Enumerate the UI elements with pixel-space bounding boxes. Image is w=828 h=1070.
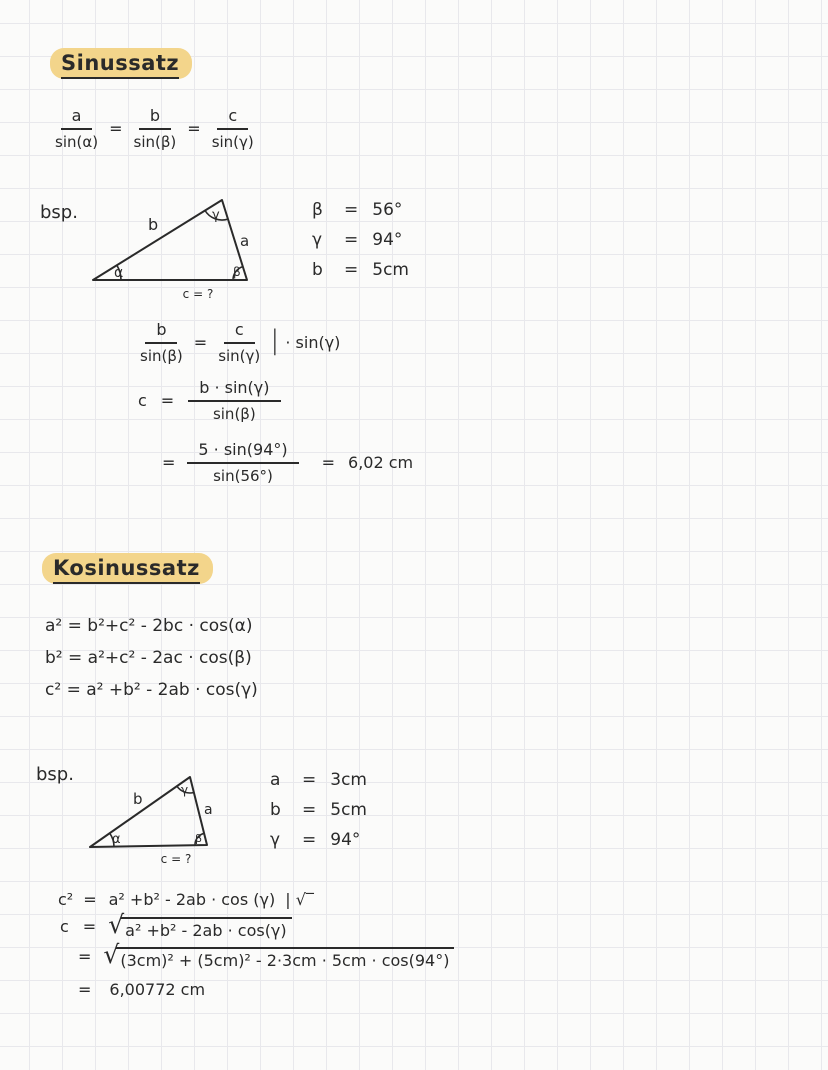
operation-pipe: | [270,325,280,356]
sine-rule-formula [55,106,254,151]
equals-sign: = [344,260,359,280]
sine-given-values [312,200,409,290]
sine-triangle-diagram [80,190,275,306]
equals-sign: = [302,830,317,850]
given-symbol: β [312,200,323,220]
radicand: a² +b² - 2ab · cos(γ) [121,917,292,940]
cosine-rule-formulas [45,610,258,706]
sine-step-2 [138,378,281,423]
sinussatz-title [50,48,192,79]
equals-sign: = [187,119,201,138]
fraction-c-sin-gamma [218,320,260,365]
given-value: 3cm [330,770,367,790]
cosine-formula-c: c² = a² +b² - 2ab · cos(γ) [45,680,258,700]
triangle-outline [90,777,207,847]
denominator: sin(γ) [211,133,254,151]
cosine-formula-a: a² = b²+c² - 2bc · cos(α) [45,616,253,636]
sine-step-1 [140,320,340,365]
rhs-expression: a² +b² - 2ab · cos (γ) [108,890,276,909]
given-symbol: b [270,800,281,820]
numerator: 5 · sin(94°) [187,440,298,464]
given-symbol: a [270,770,281,790]
equals-sign: = [344,200,359,220]
fraction-b-sin-beta [140,320,183,365]
cosine-step-2 [60,910,292,942]
sqrt-sign: √ [108,910,125,939]
given-value: 94° [372,230,403,250]
equals-sign: = [78,980,92,999]
given-value: 94° [330,830,361,850]
radicand: (3cm)² + (5cm)² - 2·3cm · 5cm · cos(94°) [116,947,454,970]
side-a-label: a [204,802,213,818]
denominator: sin(56°) [213,467,273,485]
side-c-label: c = ? [182,287,214,301]
numerator: b · sin(γ) [188,378,280,402]
denominator: sin(β) [212,405,256,423]
beta-label: β [195,832,203,845]
equals-sign: = [160,391,175,410]
sqrt-sign: √ [103,940,120,969]
given-symbol: b [312,260,323,280]
equals-sign: = [78,947,92,966]
side-c-label: c = ? [160,852,192,866]
equals-sign: = [162,453,176,472]
given-value: 5cm [330,800,367,820]
sine-result-value: 6,02 cm [348,453,414,472]
denominator: sin(γ) [218,347,261,365]
given-value: 56° [372,200,403,220]
fraction-c-sin-gamma [212,106,254,151]
numerator: a [61,106,93,130]
lhs: c² [58,890,74,909]
example-label-sine: bsp. [40,202,78,223]
equals-sign: = [302,800,317,820]
example-label-cosine: bsp. [36,764,74,785]
cosine-step-1 [58,890,314,909]
given-row [270,800,367,830]
numerator: c [224,320,255,344]
fraction-result [188,378,280,423]
given-row [270,770,367,800]
given-value: 5cm [372,260,409,280]
gamma-label: γ [212,208,220,223]
given-row [312,230,409,260]
alpha-label: α [112,832,121,847]
equals-sign: = [109,119,123,138]
beta-label: β [233,265,241,279]
cosine-triangle-diagram [80,768,248,872]
square-root-expression [103,940,454,972]
gamma-label: γ [181,783,189,797]
fraction-numeric [187,440,298,485]
denominator: sin(β) [133,133,177,151]
fraction-b-sin-beta [134,106,177,151]
given-row [312,260,409,290]
denominator: sin(β) [140,347,183,365]
cosine-step-3 [78,940,454,972]
equals-sign: = [193,333,208,352]
denominator: sin(α) [55,133,99,151]
kosinussatz-title [42,553,213,584]
side-b-label: b [148,215,159,234]
fraction-a-sin-alpha [55,106,98,151]
given-row [270,830,367,860]
numerator: c [217,106,248,130]
given-symbol: γ [312,230,323,250]
given-symbol: γ [270,830,281,850]
square-root-expression [108,910,291,942]
kosinussatz-title-text: Kosinussatz [53,556,200,584]
cosine-result-value: 6,00772 cm [109,980,206,999]
cosine-formula-b: b² = a²+c² - 2ac · cos(β) [45,648,252,668]
numerator: b [139,106,171,130]
side-a-label: a [240,232,250,250]
lhs: c [138,391,147,410]
cosine-given-values [270,770,367,860]
sqrt-operation-note: | √‾ [285,890,314,909]
alpha-label: α [114,265,124,281]
equals-sign: = [83,890,97,909]
sine-step-3 [162,440,413,485]
equals-sign: = [344,230,359,250]
numerator: b [145,320,177,344]
equals-sign: = [302,770,317,790]
given-row [312,200,409,230]
lhs: c [60,917,69,936]
equals-sign: = [82,917,97,936]
multiply-factor: · sin(γ) [285,333,341,352]
sinussatz-title-text: Sinussatz [61,51,179,79]
side-b-label: b [133,790,143,808]
cosine-step-4 [78,980,205,999]
equals-sign: = [321,453,336,472]
